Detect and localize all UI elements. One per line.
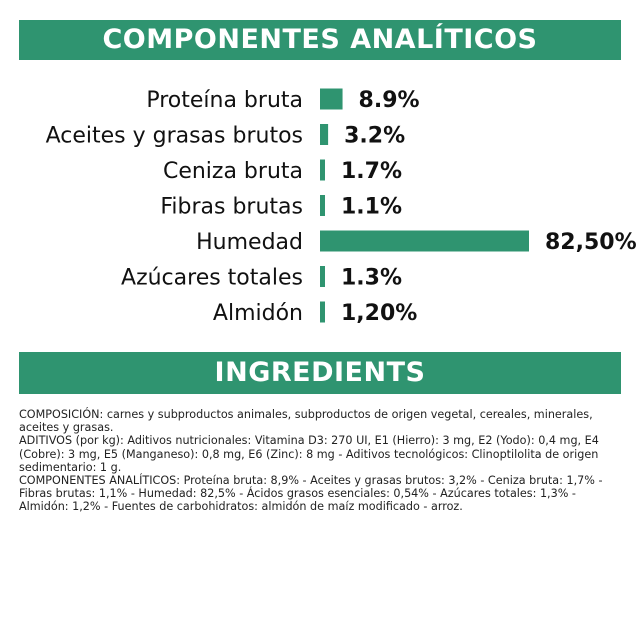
category-label: Humedad: [196, 230, 303, 255]
value-label: 1.1%: [341, 194, 403, 220]
ingredients-banner: [19, 352, 621, 394]
bar: [320, 195, 325, 216]
value-label: 1.7%: [341, 159, 403, 184]
bar: [320, 160, 325, 181]
category-label: Almidón: [212, 301, 303, 326]
analytical-components-title: COMPONENTES ANALÍTICOS: [102, 24, 538, 55]
analytical-components-banner: [19, 20, 621, 60]
bar: [320, 302, 325, 323]
analytical-components-paragraph: COMPONENTES ANALÍTICOS: Proteína bruta: 8,9% - Aceites y grasas brutos: 3,2% - Ceniza bruta: 1,7% - Fibras brutas: 1,1% - Humedad: 82,5% - Ácidos grasos esenciales: 0,54% - Azúcares totales: 1,3% - Almidón: 1,2% - Fuentes de carbohidratos: almidón de maíz modificado - arroz.: [19, 474, 603, 514]
value-label: 1.3%: [341, 265, 403, 291]
bar: [320, 231, 529, 252]
category-label: Proteína bruta: [146, 88, 303, 113]
value-label: 82,50%: [545, 230, 637, 255]
value-label: 8.9%: [358, 88, 420, 113]
value-label: 3.2%: [344, 123, 406, 149]
analytical-components-chart: [0, 80, 640, 336]
ingredients-title: INGREDIENTS: [214, 357, 426, 388]
category-label: Azúcares totales: [121, 265, 303, 291]
composition-paragraph: COMPOSICIÓN: carnes y subproductos animales, subproductos de origen vegetal, cereales, minerales, aceites y grasas.: [19, 408, 593, 435]
additives-paragraph: ADITIVOS (por kg): Aditivos nutricionales: Vitamina D3: 270 UI, E1 (Hierro): 3 mg, E2 (Yodo): 0,4 mg, E4 (Cobre): 3 mg, E5 (Manganeso): 0,8 mg, E6 (Zinc): 8 mg - Aditivos tecnológicos: Clinoptilolita de origen sedimentario: 1 g.: [19, 434, 599, 474]
value-label: 1,20%: [341, 301, 418, 326]
category-label: Ceniza bruta: [162, 159, 303, 184]
bar: [320, 124, 328, 145]
category-label: Aceites y grasas brutos: [45, 123, 303, 149]
ingredients-text: [19, 408, 625, 514]
bar: [320, 266, 325, 287]
bar: [320, 89, 343, 110]
category-label: Fibras brutas: [160, 194, 303, 220]
